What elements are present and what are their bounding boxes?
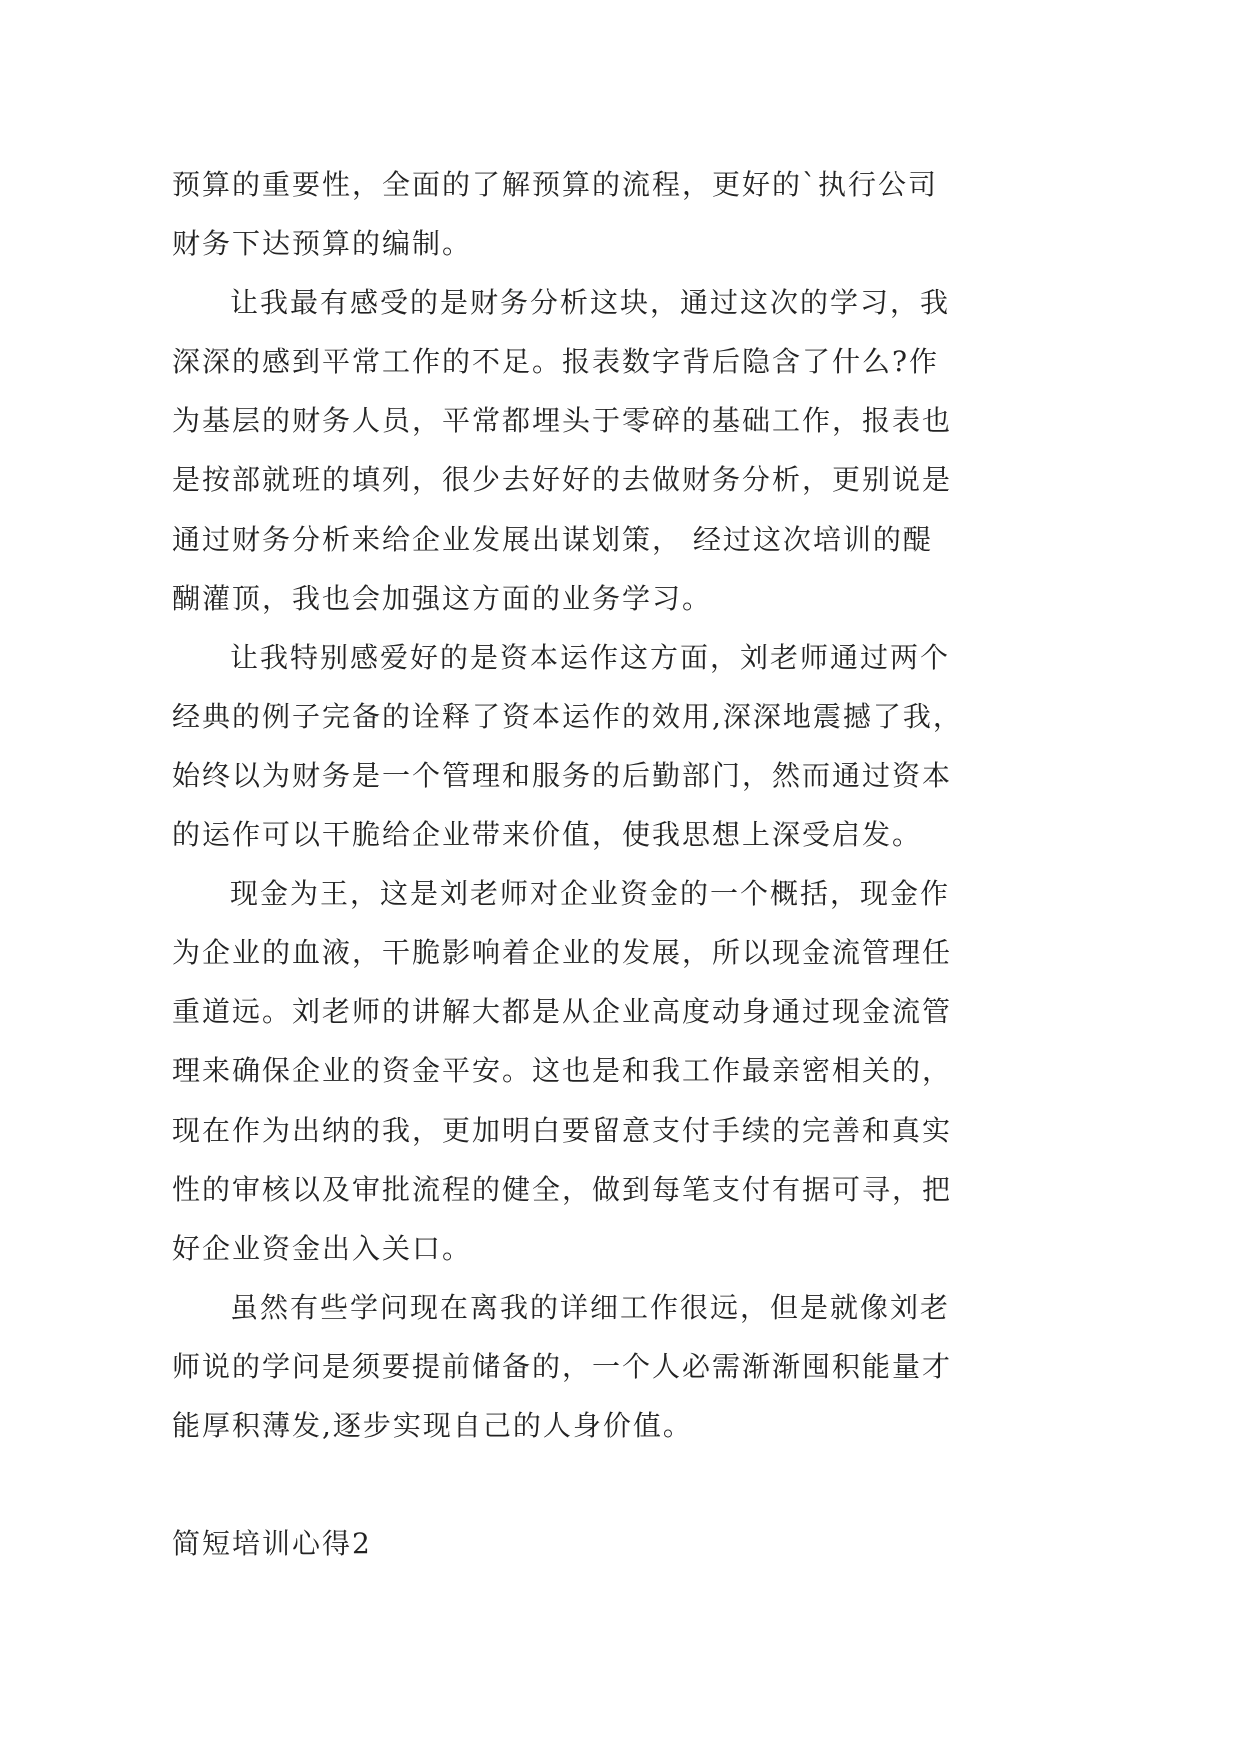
paragraph-cash-flow bbox=[172, 864, 992, 1278]
text-line: 让我最有感受的是财务分析这块，通过这次的学习，我 bbox=[230, 286, 951, 320]
text-line: 经典的例子完备的诠释了资本运作的效用,深深地震撼了我， bbox=[172, 699, 963, 733]
text-line: 性的审核以及审批流程的健全，做到每笔支付有据可寻，把 bbox=[172, 1172, 953, 1206]
text-line: 醐灌顶，我也会加强这方面的业务学习。 bbox=[172, 581, 713, 615]
text-line: 预算的重要性，全面的了解预算的流程，更好的`执行公司 bbox=[172, 168, 939, 201]
text-line: 财务下达预算的编制。 bbox=[172, 227, 473, 261]
section-heading: 简短培训心得2 bbox=[172, 1527, 372, 1561]
text-line: 理来确保企业的资金平安。这也是和我工作最亲密相关的， bbox=[172, 1054, 953, 1088]
text-line: 现金为王，这是刘老师对企业资金的一个概括，现金作 bbox=[230, 877, 951, 911]
text-line: 让我特别感爱好的是资本运作这方面，刘老师通过两个 bbox=[230, 640, 951, 674]
text-line: 通过财务分析来给企业发展出谋划策， 经过这次培训的醍 bbox=[172, 522, 933, 556]
text-line: 重道远。刘老师的讲解大都是从企业高度动身通过现金流管 bbox=[172, 995, 953, 1029]
text-line: 好企业资金出入关口。 bbox=[172, 1231, 473, 1265]
paragraph-financial-analysis bbox=[172, 273, 992, 628]
paragraph-capital-operation bbox=[172, 628, 992, 864]
text-line: 始终以为财务是一个管理和服务的后勤部门，然而通过资本 bbox=[172, 758, 953, 792]
document-body bbox=[172, 155, 992, 1573]
text-line: 现在作为出纳的我，更加明白要留意支付手续的完善和真实 bbox=[172, 1113, 953, 1147]
paragraph-knowledge-reserve bbox=[172, 1278, 992, 1455]
text-line: 能厚积薄发,逐步实现自己的人身价值。 bbox=[172, 1408, 693, 1442]
text-line: 深深的感到平常工作的不足。报表数字背后隐含了什么?作 bbox=[172, 345, 940, 379]
text-line: 为企业的血液，干脆影响着企业的发展，所以现金流管理任 bbox=[172, 936, 953, 970]
text-line: 为基层的财务人员，平常都埋头于零碎的基础工作，报表也 bbox=[172, 404, 953, 438]
text-line: 师说的学问是须要提前储备的，一个人必需渐渐囤积能量才 bbox=[172, 1349, 953, 1383]
paragraph-budget-continuation bbox=[172, 155, 992, 273]
text-line: 的运作可以干脆给企业带来价值，使我思想上深受启发。 bbox=[172, 818, 923, 852]
text-line: 是按部就班的填列，很少去好好的去做财务分析，更别说是 bbox=[172, 463, 953, 497]
text-line: 虽然有些学问现在离我的详细工作很远，但是就像刘老 bbox=[230, 1290, 951, 1324]
